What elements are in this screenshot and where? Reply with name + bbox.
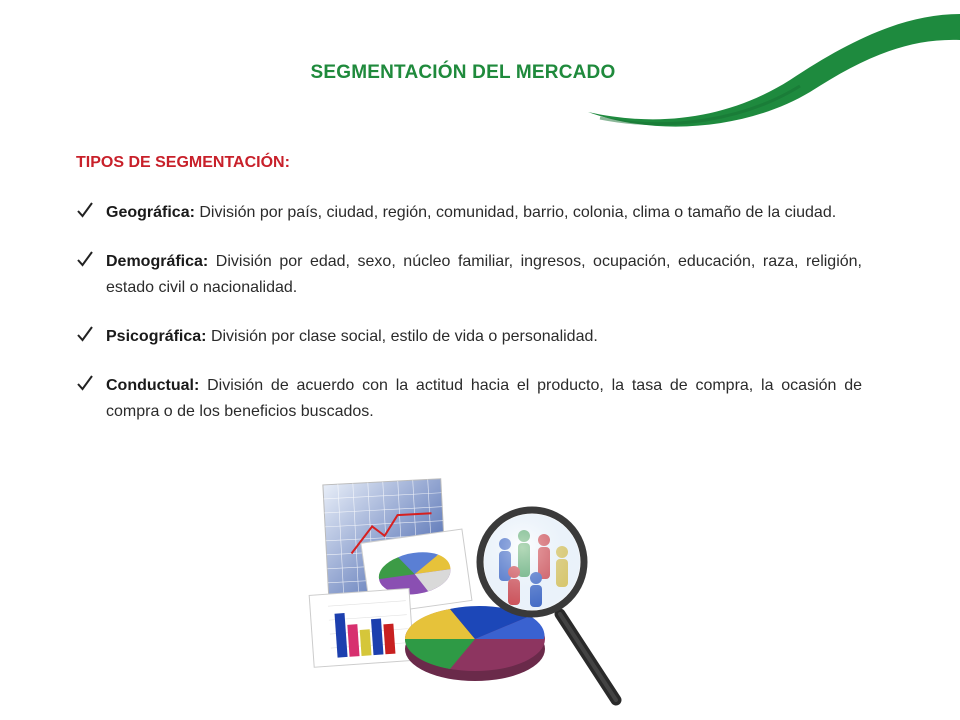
checkmark-icon [76, 250, 94, 268]
checkmark-icon [76, 374, 94, 392]
bullet-term: Conductual: [106, 377, 200, 394]
bullet-conductual [76, 373, 862, 425]
checkmark-icon [76, 201, 94, 219]
slide-title: SEGMENTACIÓN DEL MERCADO [310, 62, 616, 83]
bullet-text: División por clase social, estilo de vida o personalidad. [210, 328, 598, 345]
bullet-term: Geográfica: [106, 204, 195, 221]
bullet-text: División por edad, sexo, núcleo familiar, ingresos, ocupación, educación, raza, religión, estado civil o nacionalidad. [106, 253, 863, 296]
bullet-text: División por país, ciudad, región, comunidad, barrio, colonia, clima o tamaño de la ciudad. [199, 204, 837, 221]
checkmark-icon [76, 325, 94, 343]
bullet-term: Psicográfica: [106, 328, 207, 345]
bullet-psicografica [76, 324, 862, 350]
bullet-term: Demográfica: [106, 253, 209, 270]
segmentation-list [76, 200, 862, 448]
section-subtitle: TIPOS DE SEGMENTACIÓN: [76, 154, 290, 171]
bullet-text: División de acuerdo con la actitud hacia el producto, la tasa de compra, la ocasión de compra o de los beneficios buscados. [106, 377, 862, 420]
bullet-geografica [76, 200, 862, 226]
market-research-illustration [300, 474, 635, 710]
bullet-demografica [76, 249, 862, 301]
